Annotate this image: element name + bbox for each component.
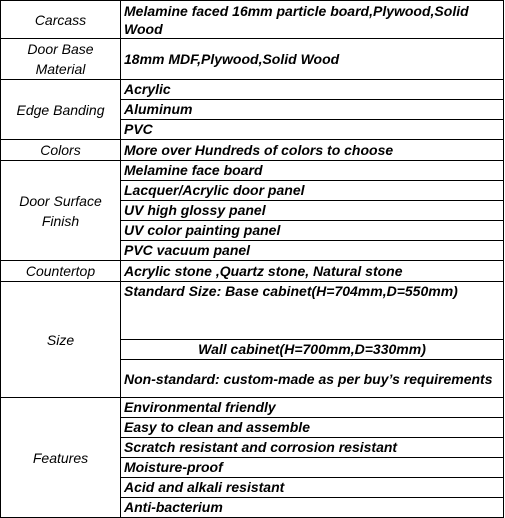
table-row [1, 140, 504, 161]
row-label-features: Features [1, 398, 121, 518]
edge-banding-item: PVC [121, 120, 504, 140]
row-value-countertop: Acrylic stone ,Quartz stone, Natural stone [121, 261, 504, 282]
row-label-edge-banding: Edge Banding [1, 80, 121, 140]
door-surface-item: UV high glossy panel [121, 201, 504, 221]
door-surface-item: PVC vacuum panel [121, 241, 504, 261]
feature-item: Moisture-proof [121, 458, 504, 478]
feature-item: Environmental friendly [121, 398, 504, 418]
door-surface-item: Melamine face board [121, 161, 504, 181]
row-value-colors: More over Hundreds of colors to choose [121, 140, 504, 161]
edge-banding-item: Acrylic [121, 80, 504, 100]
size-standard: Standard Size: Base cabinet(H=704mm,D=550mm) [121, 282, 504, 340]
row-label-countertop: Countertop [1, 261, 121, 282]
edge-banding-item: Aluminum [121, 100, 504, 120]
row-label-colors: Colors [1, 140, 121, 161]
table-row [1, 1, 504, 39]
table-row [1, 39, 504, 80]
table-row [1, 161, 504, 181]
row-label-carcass: Carcass [1, 1, 121, 39]
row-label-door-surface: Door Surface Finish [1, 161, 121, 261]
size-wall-cabinet: Wall cabinet(H=700mm,D=330mm) [121, 340, 504, 360]
table-row [1, 398, 504, 418]
feature-item: Anti-bacterium [121, 498, 504, 518]
table-row [1, 80, 504, 100]
feature-item: Acid and alkali resistant [121, 478, 504, 498]
row-label-door-base: Door Base Material [1, 39, 121, 80]
feature-item: Scratch resistant and corrosion resistant [121, 438, 504, 458]
door-surface-item: Lacquer/Acrylic door panel [121, 181, 504, 201]
row-label-size: Size [1, 282, 121, 398]
feature-item: Easy to clean and assemble [121, 418, 504, 438]
table-row [1, 282, 504, 340]
row-value-carcass: Melamine faced 16mm particle board,Plywood,Solid Wood [121, 1, 504, 39]
table-row [1, 261, 504, 282]
door-surface-item: UV color painting panel [121, 221, 504, 241]
size-non-standard: Non-standard: custom-made as per buy’s requirements [121, 360, 504, 398]
row-value-door-base: 18mm MDF,Plywood,Solid Wood [121, 39, 504, 80]
